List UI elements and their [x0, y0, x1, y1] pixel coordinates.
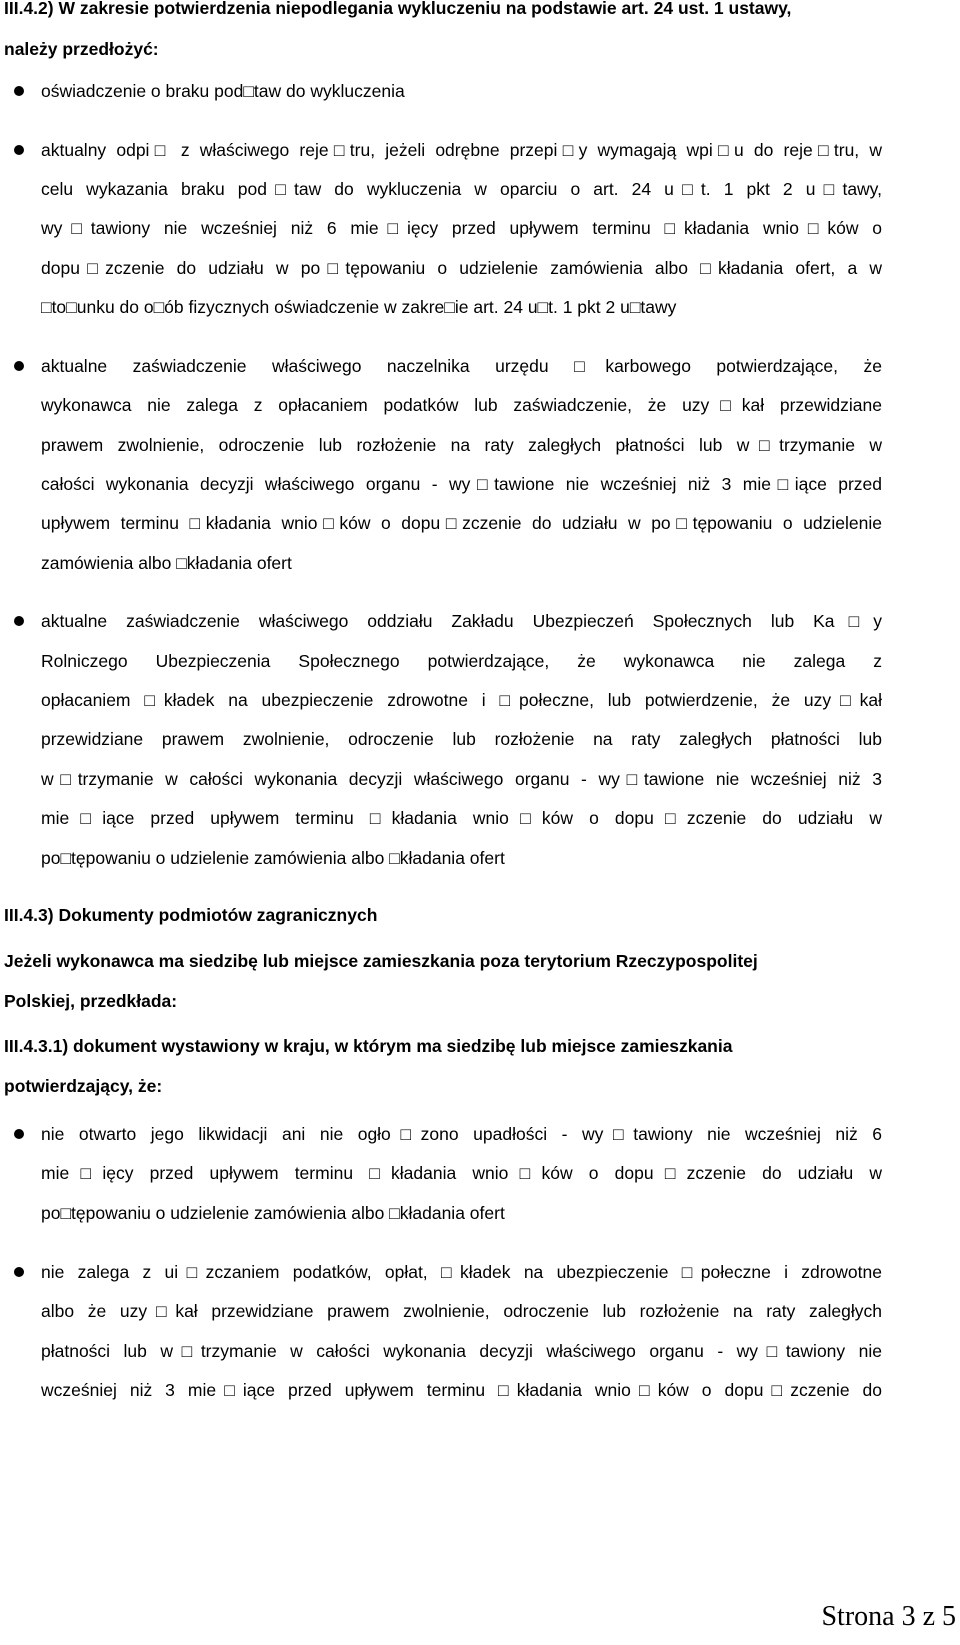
list-item-line: po□tępowaniu o udzielenie zamówienia albo □kładania ofert: [41, 848, 505, 868]
list-item-line: aktualny odpi□ z właściwego reje□tru, jeżeli odrębne przepi□y wymagają wpi□u do reje□tru, w: [41, 140, 882, 160]
list-item-line: wcześniej niż 3 mie□iące przed upływem terminu □kładania wnio□ków o dopu□zczenie do: [41, 1380, 882, 1400]
subsection-heading-line: potwierdzający, że:: [4, 1076, 163, 1096]
list-item-line: wykonawca nie zalega z opłacaniem podatków lub zaświadczenie, że uzy□kał przewidziane: [41, 395, 882, 415]
paragraph-heading-line: Jeżeli wykonawca ma siedzibę lub miejsce zamieszkania poza terytorium Rzeczypospolitej: [4, 951, 758, 971]
list-item-line: albo że uzy□kał przewidziane prawem zwolnienie, odroczenie lub rozłożenie na raty zaległych: [41, 1301, 882, 1321]
list-item-line: oświadczenie o braku pod□taw do wykluczenia: [41, 81, 405, 101]
bullet-icon: [14, 1267, 24, 1277]
list-item-line: przewidziane prawem zwolnienie, odroczenie lub rozłożenie na raty zaległych płatności lub: [41, 729, 882, 749]
bullet-icon: [14, 361, 24, 371]
list-item-line: mie□ięcy przed upływem terminu □kładania wnio□ków o dopu□zczenie do udziału w: [41, 1163, 882, 1183]
list-item-line: całości wykonania decyzji właściwego organu - wy□tawione nie wcześniej niż 3 mie□iące przed: [41, 474, 882, 494]
bullet-icon: [14, 86, 24, 96]
section-heading-line: III.4.2) W zakresie potwierdzenia niepodlegania wykluczeniu na podstawie art. 24 ust. 1 ustawy,: [4, 0, 792, 18]
section-heading-line: należy przedłożyć:: [4, 39, 159, 59]
list-item-line: nie zalega z ui□zczaniem podatków, opłat, □kładek na ubezpieczenie □połeczne i zdrowotne: [41, 1262, 882, 1282]
list-item-line: celu wykazania braku pod□taw do wykluczenia w oparciu o art. 24 u□t. 1 pkt 2 u□tawy,: [41, 179, 882, 199]
list-item-line: aktualne zaświadczenie właściwego naczelnika urzędu □karbowego potwierdzające, że: [41, 356, 882, 376]
list-item-line: aktualne zaświadczenie właściwego oddziału Zakładu Ubezpieczeń Społecznych lub Ka□y: [41, 611, 882, 631]
subsection-heading-line: III.4.3.1) dokument wystawiony w kraju, w którym ma siedzibę lub miejsce zamieszkania: [4, 1036, 733, 1056]
section-heading: III.4.3) Dokumenty podmiotów zagranicznych: [4, 905, 378, 925]
paragraph-heading-line: Polskiej, przedkłada:: [4, 991, 178, 1011]
list-item-line: prawem zwolnienie, odroczenie lub rozłożenie na raty zaległych płatności lub w□trzymanie w: [41, 435, 882, 455]
list-item-line: mie□iące przed upływem terminu □kładania wnio□ków o dopu□zczenie do udziału w: [41, 808, 882, 828]
list-item-line: nie otwarto jego likwidacji ani nie ogło□zono upadłości - wy□tawiony nie wcześniej niż 6: [41, 1124, 882, 1144]
bullet-icon: [14, 616, 24, 626]
list-item-line: zamówienia albo □kładania ofert: [41, 553, 292, 573]
bullet-icon: [14, 1129, 24, 1139]
bullet-icon: [14, 145, 24, 155]
list-item-line: dopu□zczenie do udziału w po□tępowaniu o udzielenie zamówienia albo □kładania ofert, a w: [41, 258, 882, 278]
list-item-line: po□tępowaniu o udzielenie zamówienia albo □kładania ofert: [41, 1203, 505, 1223]
list-item-line: upływem terminu □kładania wnio□ków o dopu□zczenie do udziału w po□tępowaniu o udzielenie: [41, 513, 882, 533]
page-number: Strona 3 z 5: [821, 1601, 956, 1632]
list-item-line: Rolniczego Ubezpieczenia Społecznego potwierdzające, że wykonawca nie zalega z: [41, 651, 882, 671]
list-item-line: □to□unku do o□ób fizycznych oświadczenie w zakre□ie art. 24 u□t. 1 pkt 2 u□tawy: [41, 297, 677, 317]
list-item-line: wy□tawiony nie wcześniej niż 6 mie□ięcy przed upływem terminu □kładania wnio□ków o: [41, 218, 882, 238]
list-item-line: w□trzymanie w całości wykonania decyzji właściwego organu - wy□tawione nie wcześniej niż 3: [41, 769, 882, 789]
list-item-line: płatności lub w□trzymanie w całości wykonania decyzji właściwego organu - wy□tawiony nie: [41, 1341, 882, 1361]
list-item-line: opłacaniem □kładek na ubezpieczenie zdrowotne i □połeczne, lub potwierdzenie, że uzy□kał: [41, 690, 882, 710]
